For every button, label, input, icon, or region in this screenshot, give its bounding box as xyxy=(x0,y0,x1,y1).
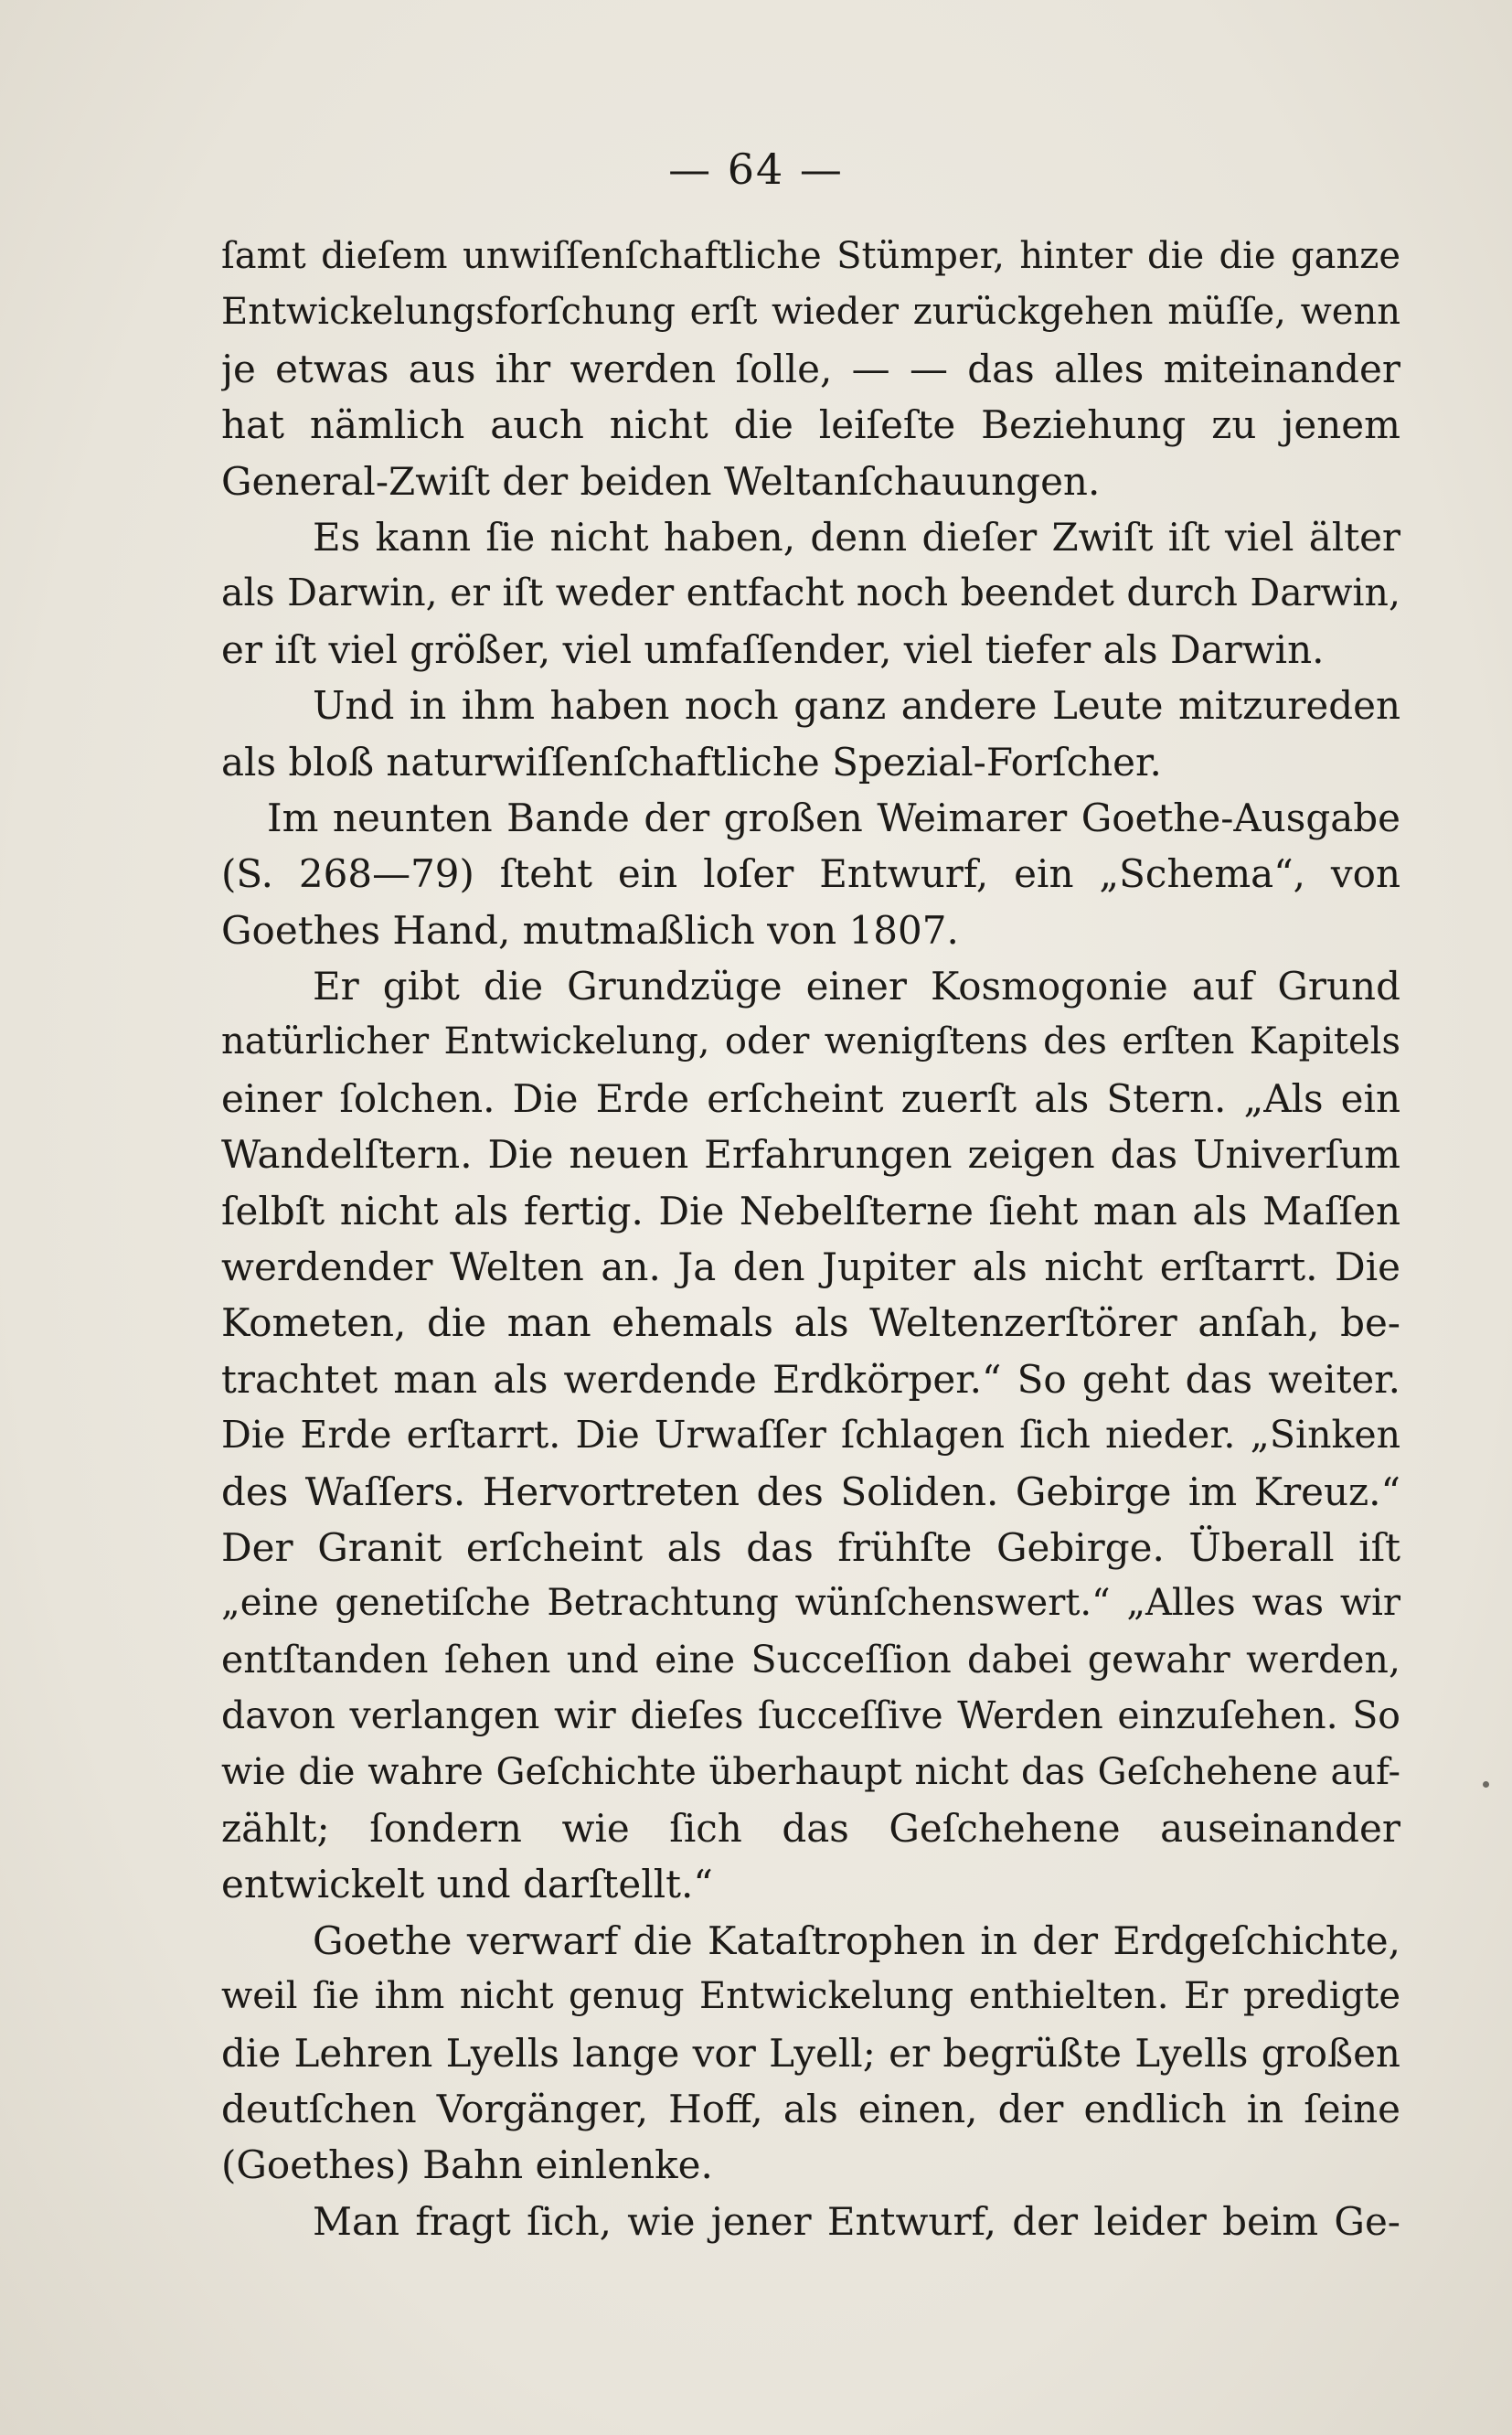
text-line: Goethe verwarf die Kataſtrophen in der Erdgeſchichte, xyxy=(313,1917,1400,1963)
text-line: Es kann ſie nicht haben, denn dieſer Zwiſt iſt viel älter xyxy=(313,514,1400,560)
text-line: werdender Welten an. Ja den Jupiter als nicht erſtarrt. Die xyxy=(221,1244,1400,1290)
text-line: zählt; ſondern wie ſich das Geſchehene auseinander xyxy=(221,1805,1400,1851)
text-line: er iſt viel größer, viel umfaſſender, viel tiefer als Darwin. xyxy=(221,626,1325,672)
text-line: je etwas aus ihr werden ſolle, — — das alles miteinander xyxy=(221,346,1400,391)
text-line: weil ſie ihm nicht genug Entwickelung enthielten. Er predigte xyxy=(221,1975,1400,2018)
text-line: als bloß naturwiſſenſchaftliche Spezial-Forſcher. xyxy=(221,739,1162,785)
text-line: „eine genetiſche Betrachtung wünſchenswert.“ „Alles was wir xyxy=(221,1582,1400,1625)
text-line: Und in ihm haben noch ganz andere Leute mitzureden xyxy=(313,683,1400,729)
text-line: trachtet man als werdende Erdkörper.“ So geht das weiter. xyxy=(221,1356,1400,1402)
text-line: Entwickelungsforſchung erſt wieder zurückgehen müſſe, wenn xyxy=(221,291,1400,334)
text-line: Kometen, die man ehemals als Weltenzerſtörer anſah, be- xyxy=(221,1300,1400,1346)
paper-speck xyxy=(1483,1781,1489,1788)
text-line: davon verlangen wir dieſes ſucceſſive Werden einzuſehen. So xyxy=(221,1693,1400,1738)
text-line: natürlicher Entwickelung, oder wenigſtens des erſten Kapitels xyxy=(221,1020,1400,1063)
text-line: ſamt dieſem unwiſſenſchaftliche Stümper, hinter die die ganze xyxy=(221,235,1400,277)
text-line: entwickelt und darſtellt.“ xyxy=(221,1862,713,1907)
text-line: die Lehren Lyells lange vor Lyell; er begrüßte Lyells großen xyxy=(221,2030,1400,2076)
text-line: entſtanden ſehen und eine Succeſſion dabei gewahr werden, xyxy=(221,1637,1400,1682)
text-line: des Waſſers. Hervortreten des Soliden. Gebirge im Kreuz.“ xyxy=(221,1468,1400,1514)
text-line: ſelbſt nicht als fertig. Die Nebelſterne ſieht man als Maſſen xyxy=(221,1188,1400,1234)
text-line: einer ſolchen. Die Erde erſcheint zuerſt als Stern. „Als ein xyxy=(221,1075,1400,1121)
text-line: (Goethes) Bahn einlenke. xyxy=(221,2142,713,2188)
text-line: Der Granit erſcheint als das frühſte Gebirge. Überall iſt xyxy=(221,1524,1400,1570)
body-text xyxy=(221,229,1400,2249)
text-line: Wandelſtern. Die neuen Erfahrungen zeigen das Univerſum xyxy=(221,1132,1400,1178)
text-line: hat nämlich auch nicht die leiſeſte Beziehung zu jenem xyxy=(221,402,1400,448)
text-line: Er gibt die Grundzüge einer Kosmogonie auf Grund xyxy=(313,964,1400,1009)
text-line: Die Erde erſtarrt. Die Urwaſſer ſchlagen ſich nieder. „Sinken xyxy=(221,1413,1400,1458)
page-number: — 64 — xyxy=(668,144,844,194)
text-line: Man fragt ſich, wie jener Entwurf, der leider beim Ge- xyxy=(313,2198,1400,2244)
text-line: deutſchen Vorgänger, Hoff, als einen, der endlich in ſeine xyxy=(221,2086,1400,2131)
text-line: (S. 268—79) ſteht ein loſer Entwurf, ein „Schema“, von xyxy=(221,851,1400,897)
text-line: wie die wahre Geſchichte überhaupt nicht das Geſchehene auf- xyxy=(221,1750,1400,1793)
text-line: Goethes Hand, mutmaßlich von 1807. xyxy=(221,907,959,953)
text-line: als Darwin, er iſt weder entfacht noch beendet durch Darwin, xyxy=(221,571,1400,615)
text-line: Im neunten Bande der großen Weimarer Goethe-Ausgabe xyxy=(267,795,1400,840)
text-line: General-Zwiſt der beiden Weltanſchauungen. xyxy=(221,458,1101,504)
